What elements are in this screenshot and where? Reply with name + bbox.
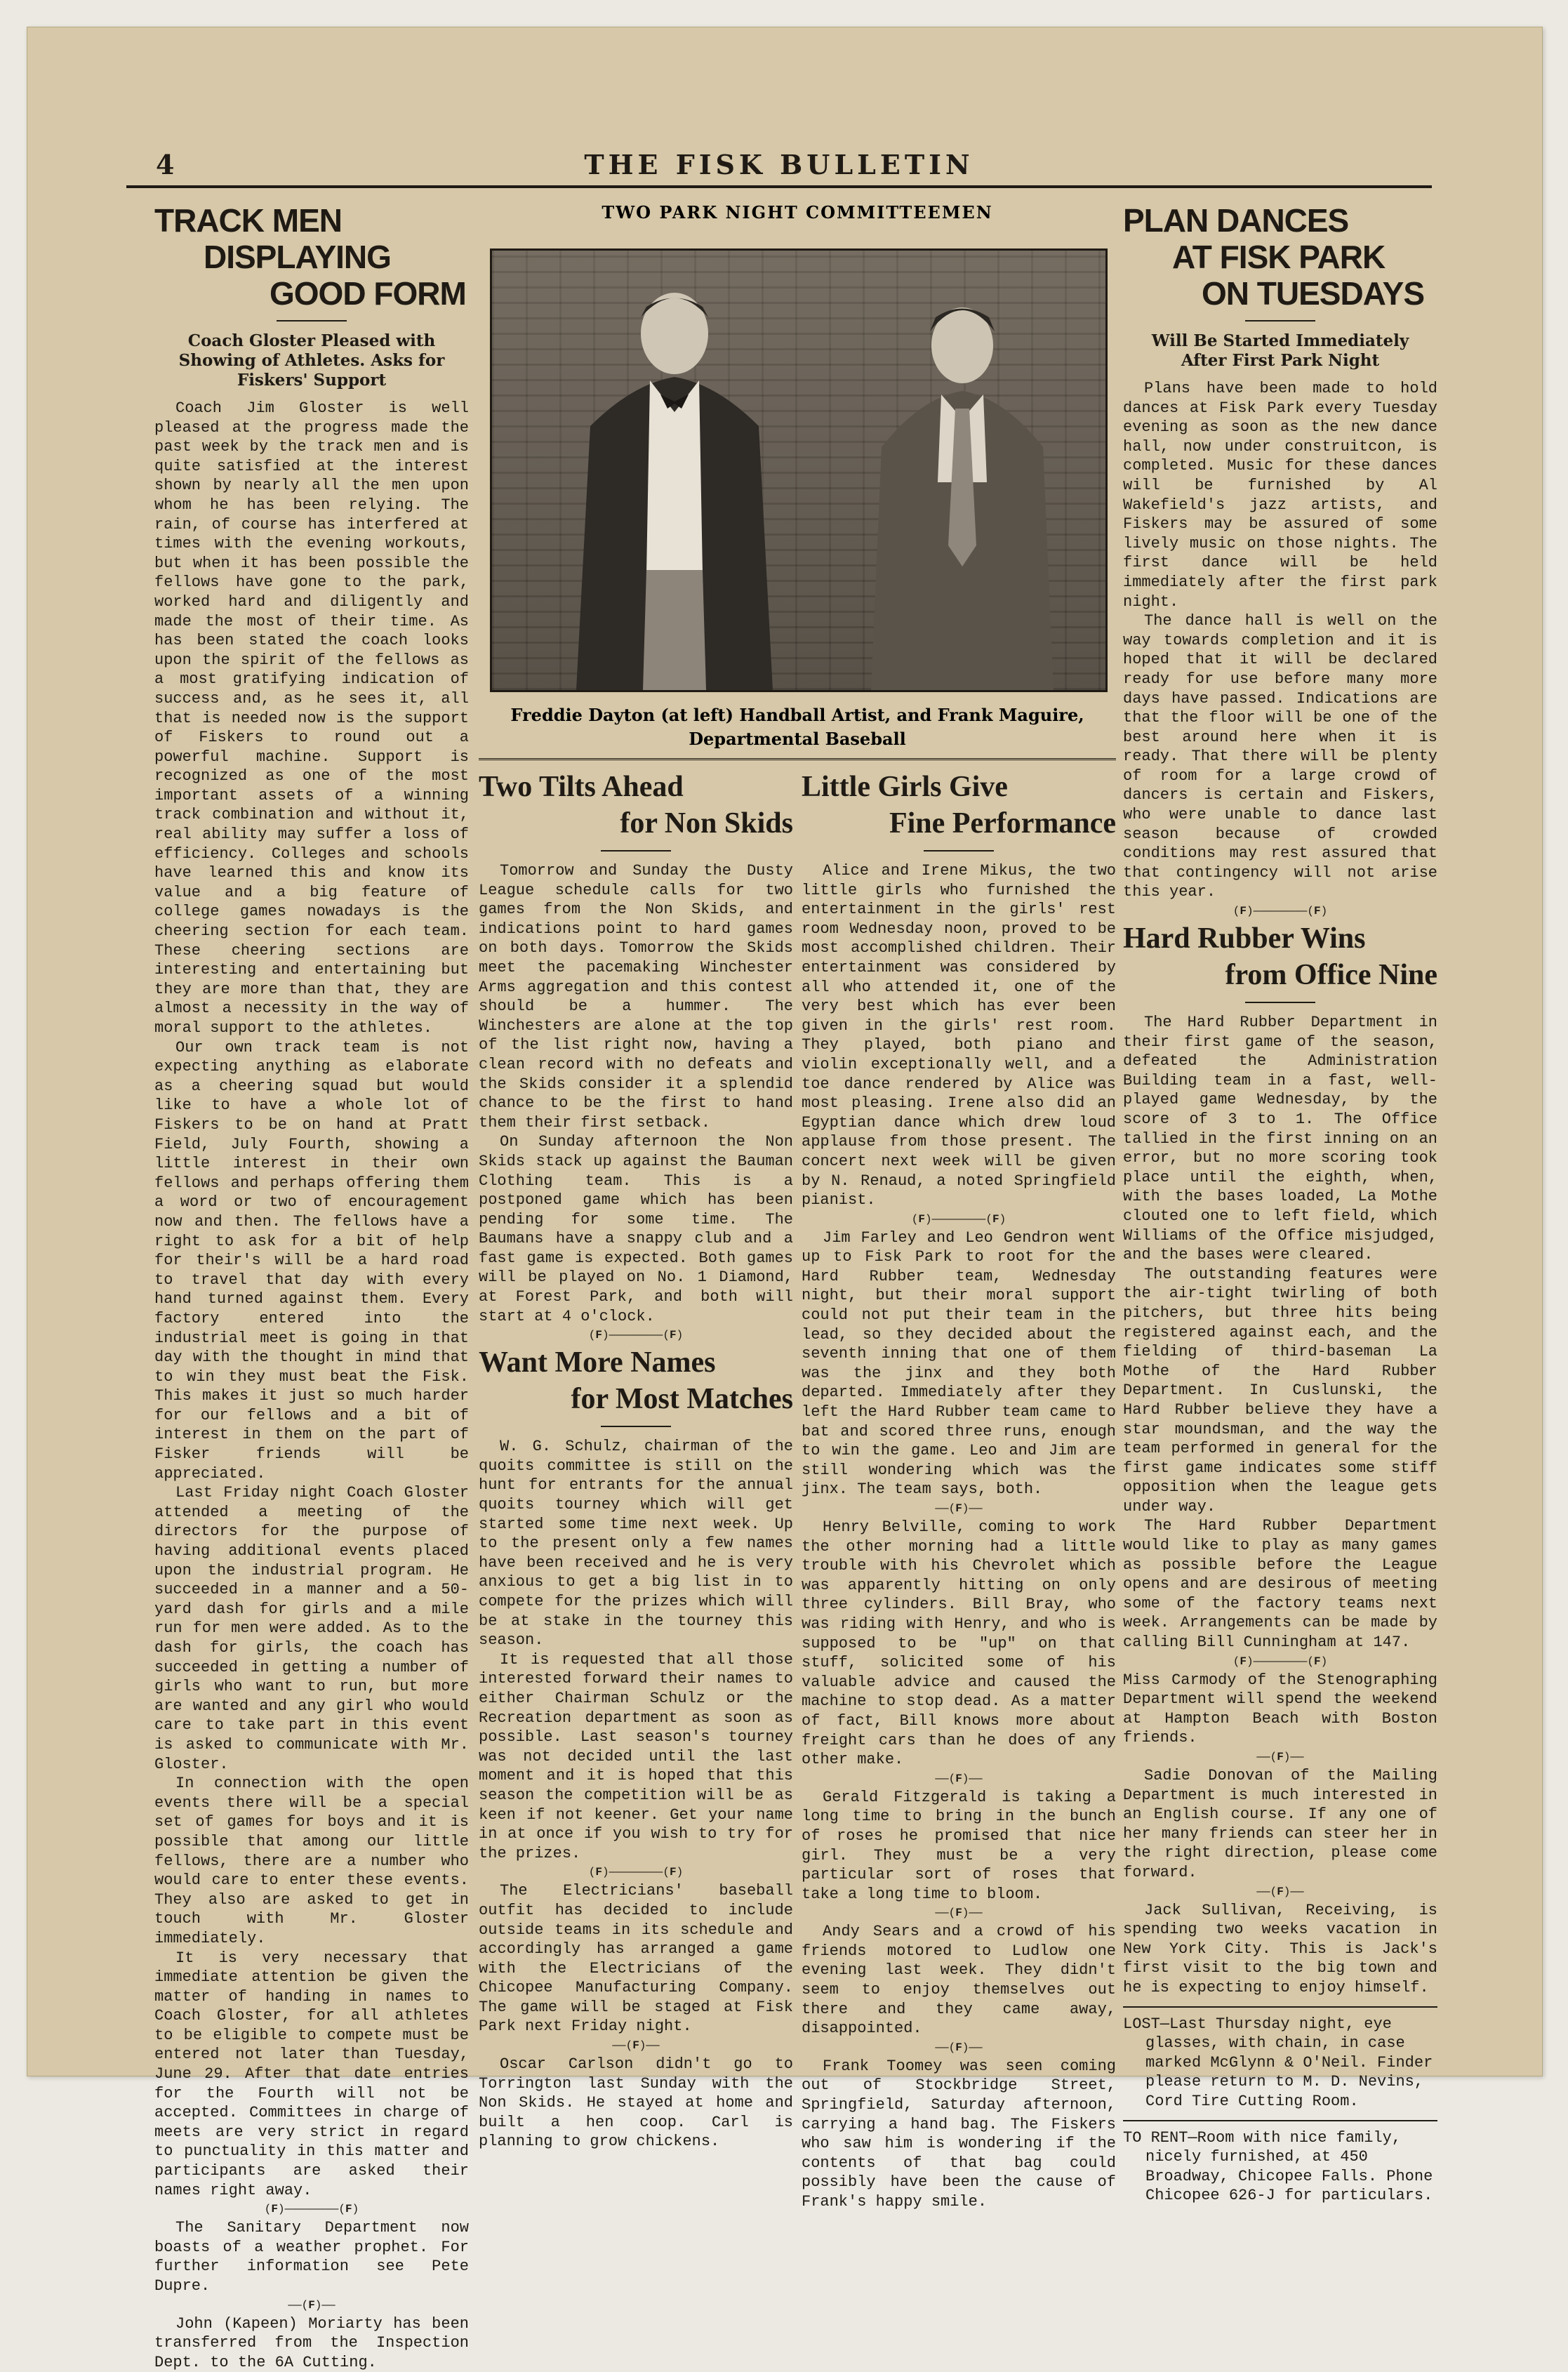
rent-notice-body: nicely furnished, at 450 Broadway, Chicopee Falls. Phone Chicopee 626-J for particulars. — [1145, 2148, 1433, 2205]
track-headline-line2: DISPLAYING — [204, 239, 391, 275]
section-separator: (F)————————(F) — [1233, 905, 1328, 918]
girls-headline — [802, 769, 1116, 842]
portrait-figures — [492, 251, 1105, 690]
hardrubber-paragraph: The Hard Rubber Department in their first game of the season, defeated the Administration Building team in a fast, well-played game Wednesday, by the score of 3 to 1. The Office tallied in the first inning on an error, but no more scoring took place until the eighth, when, with the bases loaded, La Mothe clouted one to left field, which Williams of the Office misjudged, and the bases were cleared. — [1123, 1014, 1437, 1264]
page-number: 4 — [156, 149, 175, 180]
classified-rule — [1123, 2006, 1437, 2008]
headline-rule — [924, 850, 994, 852]
girls-headline-line1: Little Girls Give — [802, 771, 1008, 803]
hardrubber-body — [1123, 1013, 1437, 1998]
dances-body — [1123, 379, 1437, 919]
quoits-paragraph: W. G. Schulz, chairman of the quoits committee is still on the hunt for entrants for the annual quoits tourney which will get started some time next week. Up to the present only a few names have been received and he is very anxious to get a big list in to compete for the prizes which will be at stake in the tourney this season. — [479, 1438, 793, 1650]
section-separator: ——(F)—— — [288, 2298, 335, 2312]
nonskids-body — [479, 861, 793, 1343]
lost-notice — [1123, 2015, 1437, 2112]
track-headline-line3: GOOD FORM — [270, 275, 466, 312]
headline-rule — [601, 850, 671, 852]
dances-deck: Will Be Started Immediately After First Park Night — [1151, 331, 1409, 370]
hardrubber-headline-line2: from Office Nine — [1225, 959, 1437, 992]
newspaper-title: THE FISK BULLETIN — [584, 149, 974, 180]
caption-line-2: Departmental Baseball — [689, 729, 906, 749]
sears-note: Andy Sears and a crowd of his friends motored to Ludlow one evening last week. They didn't seem to enjoy themselves out there and they came away, disappointed. — [802, 1923, 1116, 2038]
dances-headline-line3: ON TUESDAYS — [1202, 275, 1425, 312]
girls-body — [802, 861, 1116, 2212]
sullivan-note: Jack Sullivan, Receiving, is spending two weeks vacation in New York City. This is Jack's first visit to the big town and he is expecting to enjoy himself. — [1123, 1901, 1437, 1996]
classified-rule — [1123, 2120, 1437, 2121]
belville-note: Henry Belville, coming to work the other morning had a little trouble with his Chevrolet which was apparently hitting on only three cylinders. Bill Bray, who was riding with Henry, and who is supposed to be "up" on that stuff, solicited some of his valuable advice and caused the machine to stop dead. As a matter of fact, Bill knows more about freight cars than he does of any other make. — [802, 1518, 1116, 1769]
nonskids-headline — [479, 769, 793, 842]
section-separator: (F)————————(F) — [264, 2203, 359, 2216]
sanitary-note: The Sanitary Department now boasts of a weather prophet. For further information see Pete Dupre. — [154, 2219, 469, 2295]
hardrubber-paragraph: The Hard Rubber Department would like to play as many games as possible before the League opens and are desirous of meeting some of the factory teams next week. Arrangements can be made by calling Bill Cunningham at 147. — [1123, 1517, 1437, 1652]
track-paragraph: Our own track team is not expecting anything as elaborate as a cheering squad but would like to have a whole lot of Fiskers to be on hand at Pratt Field, July Fourth, showing a little interest in their own fellows and perhaps offering them a word or two of encouragement now and then. The fellows have a right to ask for a bit of help for their's will be a hard road to travel that day with every hand turned against them. Every factory entered into the industrial meet is going in that day with the thought in mind that to win they must beat the Fisk. This makes it just so much harder for our fellows and a bit of interest in them on the part of Fisker friends will be appreciated. — [154, 1038, 469, 1483]
nonskids-headline-line2: for Non Skids — [620, 807, 793, 840]
moriarty-note: John (Kapeen) Moriarty has been transferred from the Inspection Dept. to the 6A Cutting. — [154, 2314, 469, 2371]
section-separator: ——(F)—— — [935, 1772, 983, 1785]
quoits-body — [479, 1437, 793, 2152]
track-deck: Coach Gloster Pleased with Showing of Athletes. Asks for Fiskers' Support — [178, 331, 445, 390]
section-separator: (F)————————(F) — [588, 1329, 684, 1342]
hardrubber-headline — [1123, 920, 1437, 993]
dances-headline — [1123, 202, 1437, 312]
fitzgerald-note: Gerald Fitzgerald is taking a long time to bring in the bunch of roses he promised that nice girl. They must be a very particular sort of roses that take a long time to bloom. — [802, 1788, 1116, 1903]
headline-rule — [277, 320, 347, 322]
girls-article — [802, 769, 1116, 2212]
track-paragraph: Coach Jim Gloster is well pleased at the progress made the past week by the track men and is quite satisfied at the interest shown by nearly all the men upon whom he has been relying. The rain, of course has interfered at times with the evening workouts, but when it has been possible the fellows have gone to the park, worked hard and diligently and made the most of their time. As has been stated the coach looks upon the spirit of the fellows as a most gratifying indication of success and, as he sees it, all that is needed now is the support of Fiskers to round out a powerful machine. Support is recognized as one of the most important assets of a winning track combination and without it, real ability may suffer a loss of efficiency. Colleges and schools have learned this and know its value and a big feature of college games nowadays is the cheering section for each team. These cheering sections are interesting and entertaining but they are more than that, they are almost a necessity in the way of moral support to the athletes. — [154, 399, 469, 1037]
girls-paragraph: Alice and Irene Mikus, the two little girls who furnished the entertainment in the girls' rest room Wednesday noon, proved to be most accomplished children. Their entertainment was considered by all who attended it, one of the very best which has ever been given in the girls' rest room. They played, both piano and violin exceptionally well, and a toe dance rendered by Alice was most pleasing. Irene also did an Egyptian dance which drew loud applause from those present. The concert next week will be given by N. Renaud, a noted Springfield pianist. — [802, 862, 1116, 1210]
headline-rule — [1245, 320, 1315, 322]
masthead — [126, 149, 1432, 188]
section-separator: ——(F)—— — [935, 2041, 983, 2054]
committeemen-photo — [490, 249, 1108, 692]
farley-note: Jim Farley and Leo Gendron went up to Fisk Park to root for the Hard Rubber team, Wednesday night, but their moral support could not put their team in the lead, so they decided about the seventh inning that one of them was the jinx and they both departed. Immediately after they left the Hard Rubber team came to bat and scored three runs, enough to win the game. Leo and Jim are still wondering which was the jinx. The team says, both. — [802, 1228, 1116, 1499]
nonskids-headline-line1: Two Tilts Ahead — [479, 771, 684, 803]
quoits-headline-line2: for Most Matches — [571, 1383, 793, 1416]
photo-title: TWO PARK NIGHT COMMITTEEMEN — [602, 202, 993, 223]
hardrubber-headline-line1: Hard Rubber Wins — [1123, 922, 1366, 955]
section-separator: ——(F)—— — [1256, 1885, 1304, 1898]
track-paragraph: In connection with the open events there will be a special set of games for boys and it is possible that among our little fellows, there are a number who would care to enter these events. They also are asked to get in touch with Mr. Gloster immediately. — [154, 1775, 469, 1947]
toomey-note: Frank Toomey was seen coming out of Stockbridge Street, Springfield, Saturday afternoon, carrying a hand bag. The Fiskers who saw him is wondering if the contents of that bag could possibly have been the cause of Frank's happy smile. — [802, 2057, 1116, 2211]
section-separator: (F)————————(F) — [1233, 1655, 1328, 1668]
photo-caption — [479, 703, 1116, 751]
rent-notice-lead: TO RENT—Room with nice family, — [1123, 2128, 1402, 2147]
girls-headline-line2: Fine Performance — [889, 807, 1116, 840]
carmody-note: Miss Carmody of the Stenographing Department will spend the weekend at Hampton Beach with Boston friends. — [1123, 1671, 1437, 1747]
track-headline-line1: TRACK MEN — [154, 202, 342, 239]
nonskids-article — [479, 769, 793, 2152]
quoits-headline — [479, 1344, 793, 1417]
track-paragraph: It is very necessary that immediate attention be given the matter of handing in names to Coach Gloster, for all athletes to be eligible to compete must be entered not later than Tuesday, June 29. After that date entries for the Fourth will not be accepted. Committees in charge of meets are very strict in regard to punctuality in this matter and participants are asked their names right away. — [154, 1949, 469, 2199]
donovan-note: Sadie Donovan of the Mailing Department is much interested in an English course. If any one of her many friends can steer her in the right direction, please come forward. — [1123, 1767, 1437, 1881]
carlson-note: Oscar Carlson didn't go to Torrington last Sunday with the Non Skids. He stayed at home and built a hen coop. Carl is planning to grow chickens. — [479, 2055, 793, 2151]
section-separator: (F)————————(F) — [588, 1866, 684, 1879]
dances-paragraph: Plans have been made to hold dances at Fisk Park every Tuesday evening as soon as the new dance hall, now under construitcon, is completed. Music for these dances will be furnished by Al Wakefield's jazz artists, and Fiskers may be assured of some lively music on those nights. The first dance will be held immediately after the first park night. — [1123, 380, 1437, 611]
section-separator: ——(F)—— — [935, 1502, 983, 1515]
dances-headline-line2: AT FISK PARK — [1172, 239, 1386, 275]
rent-notice — [1123, 2128, 1437, 2206]
hardrubber-paragraph: The outstanding features were the air-tight twirling of both pitchers, but three hits being registered against each, and the fielding of third-baseman La Mothe of the Hard Rubber Department. In Cuslunski, the Hard Rubber believe they have a star moundsman, and the way the team performed in general for the first game indicates some stiff opposition when the league gets under way. — [1123, 1265, 1437, 1516]
section-separator: ——(F)—— — [612, 2039, 660, 2053]
nonskids-paragraph: On Sunday afternoon the Non Skids stack up against the Bauman Clothing team. This is a postponed game which has been pending for some time. The Baumans have a snappy club and a fast game is expected. Both games will be played on No. 1 Diamond, at Forest Park, and both will start at 4 o'clock. — [479, 1133, 793, 1325]
section-separator: (F)————————(F) — [911, 1212, 1006, 1226]
dances-paragraph: The dance hall is well on the way towards completion and it is hoped that it will be declared ready for use before many more days have passed. Indications are that the floor will be one of the best around here when it is ready. That there will be plenty of room for a large crowd of dancers is certain and Fiskers, who were unable to dance last season because of crowded conditions may rest assured that that contingency will not arise this year. — [1123, 612, 1437, 901]
quoits-headline-line1: Want More Names — [479, 1346, 716, 1379]
dances-article — [1123, 202, 1437, 2206]
section-separator: ——(F)—— — [935, 1907, 983, 1920]
dances-headline-line1: PLAN DANCES — [1123, 202, 1349, 239]
track-paragraph: Last Friday night Coach Gloster attended a meeting of the directors for the purpose of having additional events placed upon the industrial program. He succeeded in a manner and a 50-yard dash for girls and a mile run for men were added. As to the dash for girls, the coach has succeeded in getting a number of girls who want to run, but more are wanted and any girl who would care to take part in this event is asked to communicate with Mr. Gloster. — [154, 1484, 469, 1773]
section-separator: ——(F)—— — [1256, 1751, 1304, 1763]
electricians-note: The Electricians' baseball outfit has decided to include outside teams in its schedule and accordingly has arranged a game with the Electricians of the Chicopee Manufacturing Company. The game will be staged at Fisk Park next Friday night. — [479, 1882, 793, 2036]
caption-line-1: Freddie Dayton (at left) Handball Artist, and Frank Maguire, — [510, 705, 1084, 725]
lost-notice-body: glasses, with chain, in case marked McGlynn & O'Neil. Finder please return to M. D. Nevins, Cord Tire Cutting Room. — [1145, 2034, 1433, 2110]
track-headline — [154, 202, 469, 312]
caption-rule — [479, 758, 1116, 760]
quoits-paragraph: It is requested that all those interested forward their names to either Chairman Schulz or the Recreation department as soon as possible. Last season's tourney was not decided until the last moment and it is hoped that this season the competition will be as keen if not keener. Get your name in at once if you wish to try for the prizes. — [479, 1650, 793, 1862]
headline-rule — [1245, 1002, 1315, 1003]
lost-notice-lead: LOST—Last Thursday night, eye — [1123, 2015, 1392, 2033]
track-body — [154, 399, 469, 2372]
headline-rule — [601, 1426, 671, 1427]
track-article — [154, 202, 469, 2372]
nonskids-paragraph: Tomorrow and Sunday the Dusty League schedule calls for two games from the Non Skids, and indications point to hard games on both days. Tomorrow the Skids meet the pacemaking Winchester Arms aggregation and this contest should be a hummer. The Winchesters are alone at the top of the list right now, having a clean record with no defeats and the Skids consider it a splendid chance to be the first to hand them their first setback. — [479, 862, 793, 1132]
